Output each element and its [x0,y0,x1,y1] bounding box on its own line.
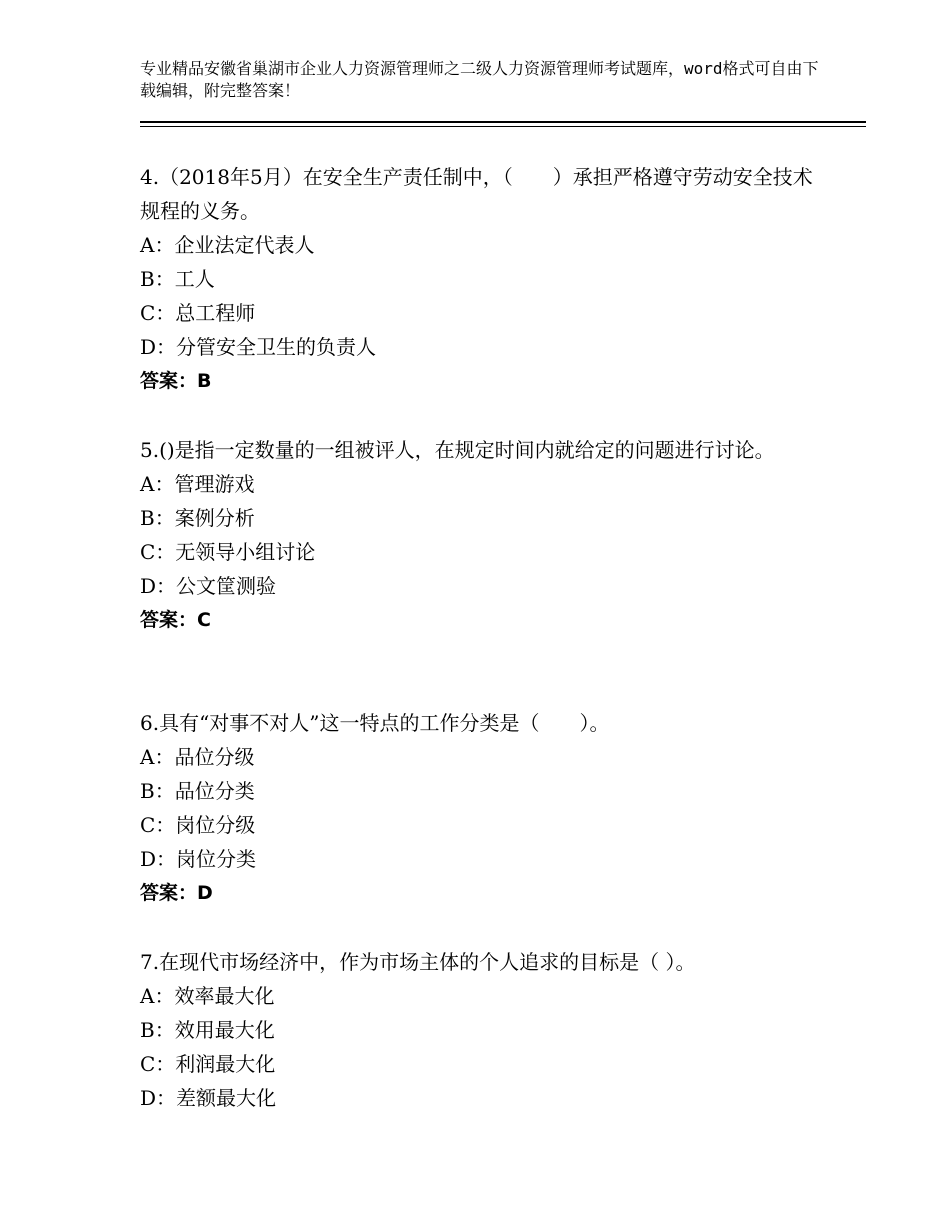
question-stem: 7.在现代市场经济中，作为市场主体的个人追求的目标是（ ）。 [140,950,696,974]
option-b: B：效用最大化 [140,1018,275,1042]
question-stem: 6.具有“对事不对人”这一特点的工作分类是（ ）。 [140,711,610,735]
option-d: D：公文筐测验 [140,574,277,598]
option-b: B：工人 [140,267,215,291]
option-c: C：无领导小组讨论 [140,540,316,564]
answer-label: 答案：C [140,609,211,631]
question-stem: 4.（2018年5月）在安全生产责任制中，（ ）承担严格遵守劳动安全技术规程的义务。 [140,165,813,223]
option-a: A：品位分级 [140,745,255,769]
question-5 [140,433,820,637]
option-b: B：品位分类 [140,779,255,803]
option-d: D：分管安全卫生的负责人 [140,335,377,359]
option-c: C：岗位分级 [140,813,256,837]
answer-label: 答案：B [140,370,212,392]
question-7 [140,945,820,1115]
option-d: D：差额最大化 [140,1086,277,1110]
option-c: C：总工程师 [140,301,256,325]
answer-label: 答案：D [140,882,213,904]
option-d: D：岗位分类 [140,847,257,871]
header-divider-thick [140,121,866,123]
option-a: A：企业法定代表人 [140,233,315,257]
option-b: B：案例分析 [140,506,255,530]
option-c: C：利润最大化 [140,1052,276,1076]
option-a: A：效率最大化 [140,984,275,1008]
header-divider-thin [140,126,866,127]
question-stem: 5.()是指一定数量的一组被评人，在规定时间内就给定的问题进行讨论。 [140,438,775,462]
document-header: 专业精品安徽省巢湖市企业人力资源管理师之二级人力资源管理师考试题库，word格式可自由下载编辑，附完整答案！ [140,59,819,100]
option-a: A：管理游戏 [140,472,255,496]
question-6 [140,706,820,910]
question-4 [140,160,820,398]
